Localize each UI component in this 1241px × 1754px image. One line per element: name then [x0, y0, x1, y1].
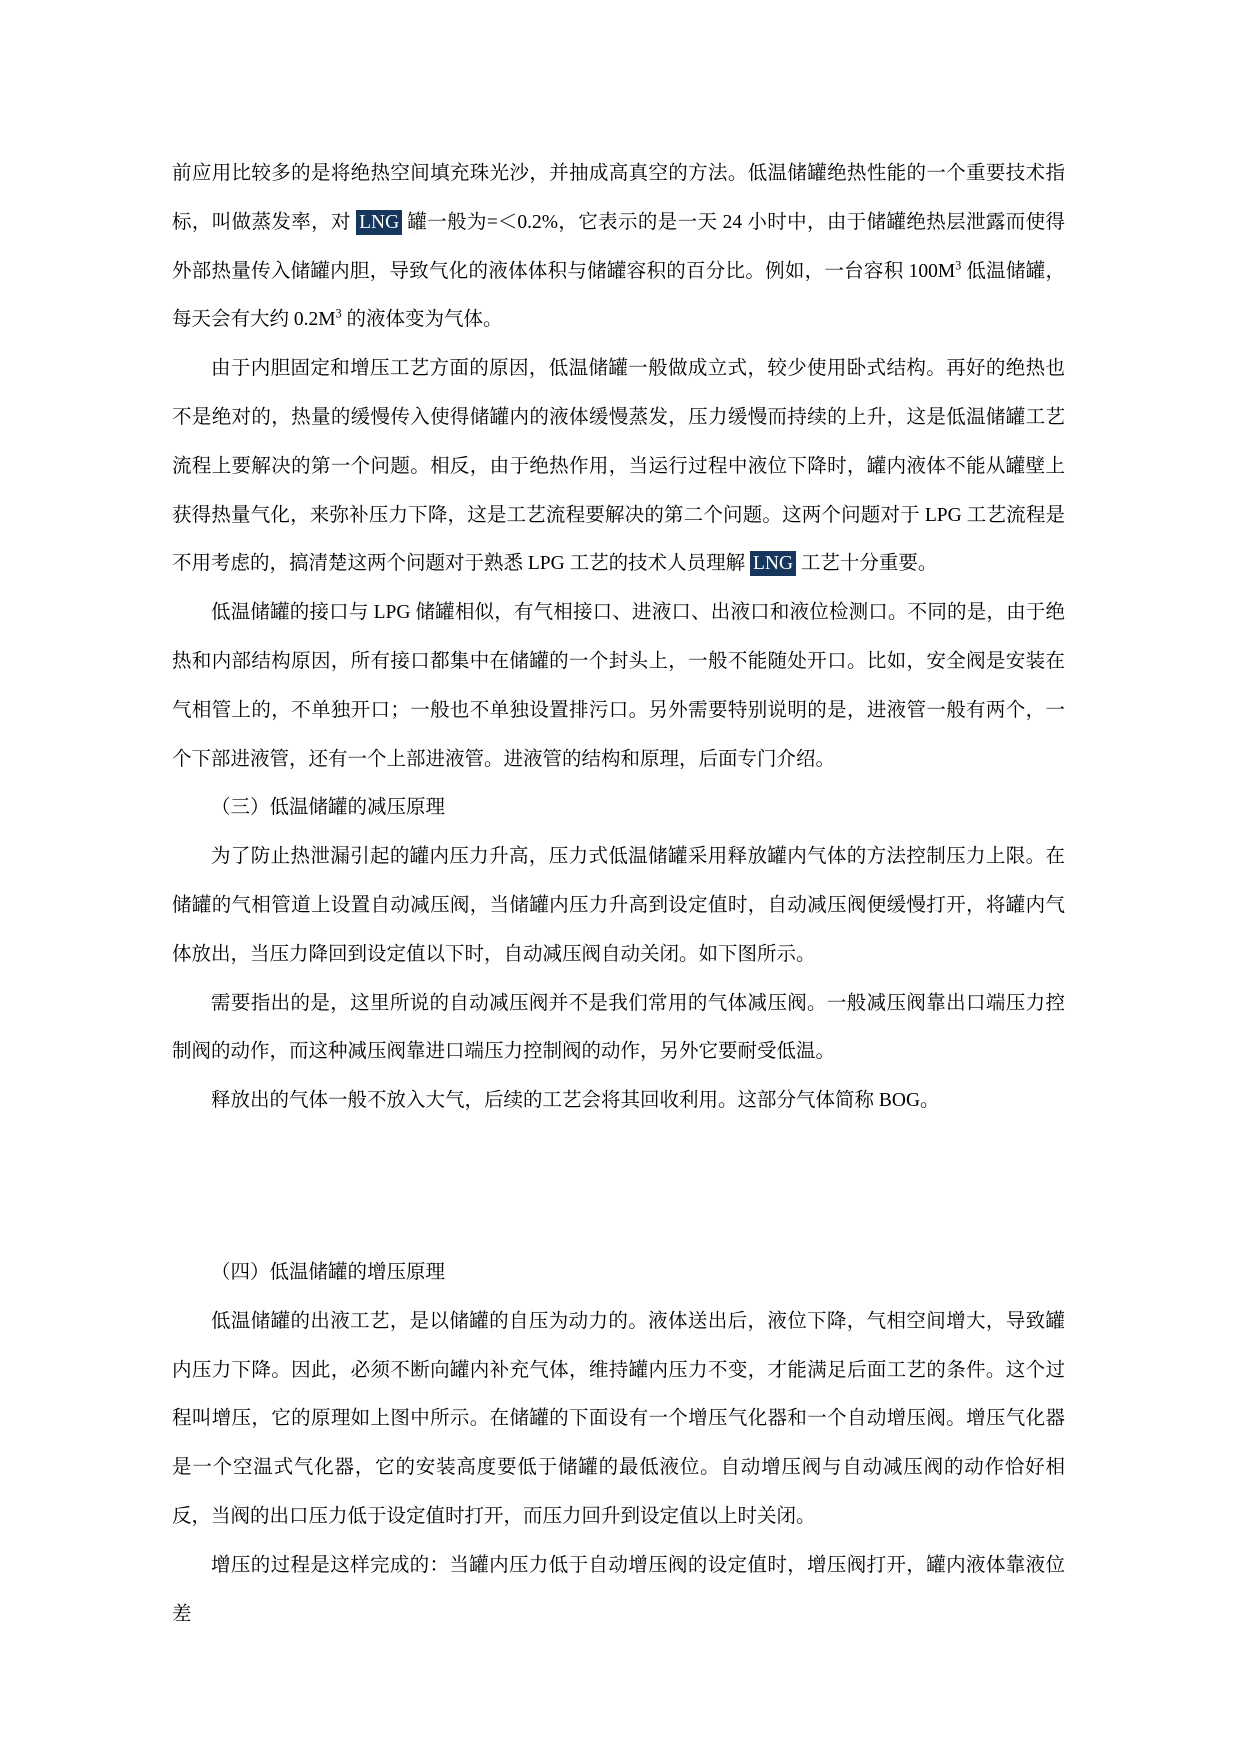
section-heading-4-pressurization — [172, 1249, 1065, 1298]
text-run: 工艺十分重要。 — [796, 553, 938, 575]
text-run: （三）低温储罐的减压原理 — [211, 797, 446, 819]
text-run: 由于内胆固定和增压工艺方面的原因，低温储罐一般做成立式，较少使用卧式结构。再好的绝热也不是绝对的，热量的缓慢传入使得储罐内的液体缓慢蒸发，压力缓慢而持续的上升，这是低温储罐工艺流程上要解决的第一个问题。相反，由于绝热作用，当运行过程中液位下降时，罐内液体不能从罐壁上获得热量气化，来弥补压力下降，这是工艺流程要解决的第二个问题。这两个问题对于 LPG 工艺流程是不用考虑的，搞清楚这两个问题对于熟悉 LPG 工艺的技术人员理解 — [172, 358, 1065, 575]
text-run: 低温储罐的出液工艺，是以储罐的自压为动力的。液体送出后，液位下降，气相空间增大，导致罐内压力下降。因此，必须不断向罐内补充气体，维持罐内压力不变，才能满足后面工艺的条件。这个过程叫增压，它的原理如上图中所示。在储罐的下面设有一个增压气化器和一个自动增压阀。增压气化器是一个空温式气化器，它的安装高度要低于储罐的最低液位。自动增压阀与自动减压阀的动作恰好相反，当阀的出口压力低于设定值时打开，而压力回升到设定值以上时关闭。 — [172, 1310, 1065, 1527]
paragraph-evaporation-rate — [172, 150, 1065, 345]
text-run: 为了防止热泄漏引起的罐内压力升高，压力式低温储罐采用释放罐内气体的方法控制压力上限。在储罐的气相管道上设置自动减压阀，当储罐内压力升高到设定值时，自动减压阀便缓慢打开，将罐内气体放出，当压力降回到设定值以下时，自动减压阀自动关闭。如下图所示。 — [172, 846, 1065, 965]
text-run: 的液体变为气体。 — [341, 309, 503, 331]
text-run: 前应用比较多的是将绝热空间填充珠光沙，并抽成高真空的方法。低温储罐绝热性能的一个重要技术指标，叫做蒸发率，对 — [172, 163, 1065, 233]
superscript: 3 — [955, 258, 962, 273]
paragraph-pressurization-principle — [172, 1298, 1065, 1542]
paragraph-bog — [172, 1077, 1065, 1126]
paragraph-two-problems — [172, 345, 1065, 589]
paragraph-auto-relief-valve — [172, 833, 1065, 979]
paragraph-tank-ports — [172, 589, 1065, 784]
paragraph-pressurization-process — [172, 1542, 1065, 1640]
section-heading-3-decompression — [172, 784, 1065, 833]
text-run: 需要指出的是，这里所说的自动减压阀并不是我们常用的气体减压阀。一般减压阀靠出口端压力控制阀的动作，而这种减压阀靠进口端压力控制阀的动作，另外它要耐受低温。 — [172, 992, 1065, 1063]
text-column — [172, 150, 1065, 1639]
text-run: 低温储罐，每天会有大约 0.2M — [172, 260, 1065, 331]
paragraph-relief-valve-difference — [172, 980, 1065, 1078]
text-run: 罐一般为=＜0.2%，它表示的是一天 24 小时中，由于储罐绝热层泄露而使得外部热量传入储罐内胆，导致气化的液体体积与储罐容积的百分比。例如，一台容积 100M — [172, 211, 1065, 282]
text-run: （四）低温储罐的增压原理 — [211, 1261, 446, 1283]
highlighted-term: LNG — [356, 210, 402, 235]
text-run: 释放出的气体一般不放入大气，后续的工艺会将其回收利用。这部分气体简称 BOG。 — [211, 1090, 940, 1112]
text-run: 低温储罐的接口与 LPG 储罐相似，有气相接口、进液口、出液口和液位检测口。不同的是，由于绝热和内部结构原因，所有接口都集中在储罐的一个封头上，一般不能随处开口。比如，安全阀是安装在气相管上的，不单独开口；一般也不单独设置排污口。另外需要特别说明的是，进液管一般有两个，一个下部进液管，还有一个上部进液管。进液管的结构和原理，后面专门介绍。 — [172, 602, 1065, 770]
text-run: 增压的过程是这样完成的：当罐内压力低于自动增压阀的设定值时，增压阀打开，罐内液体靠液位差 — [172, 1554, 1065, 1625]
superscript: 3 — [335, 306, 342, 321]
highlighted-term: LNG — [750, 551, 796, 576]
